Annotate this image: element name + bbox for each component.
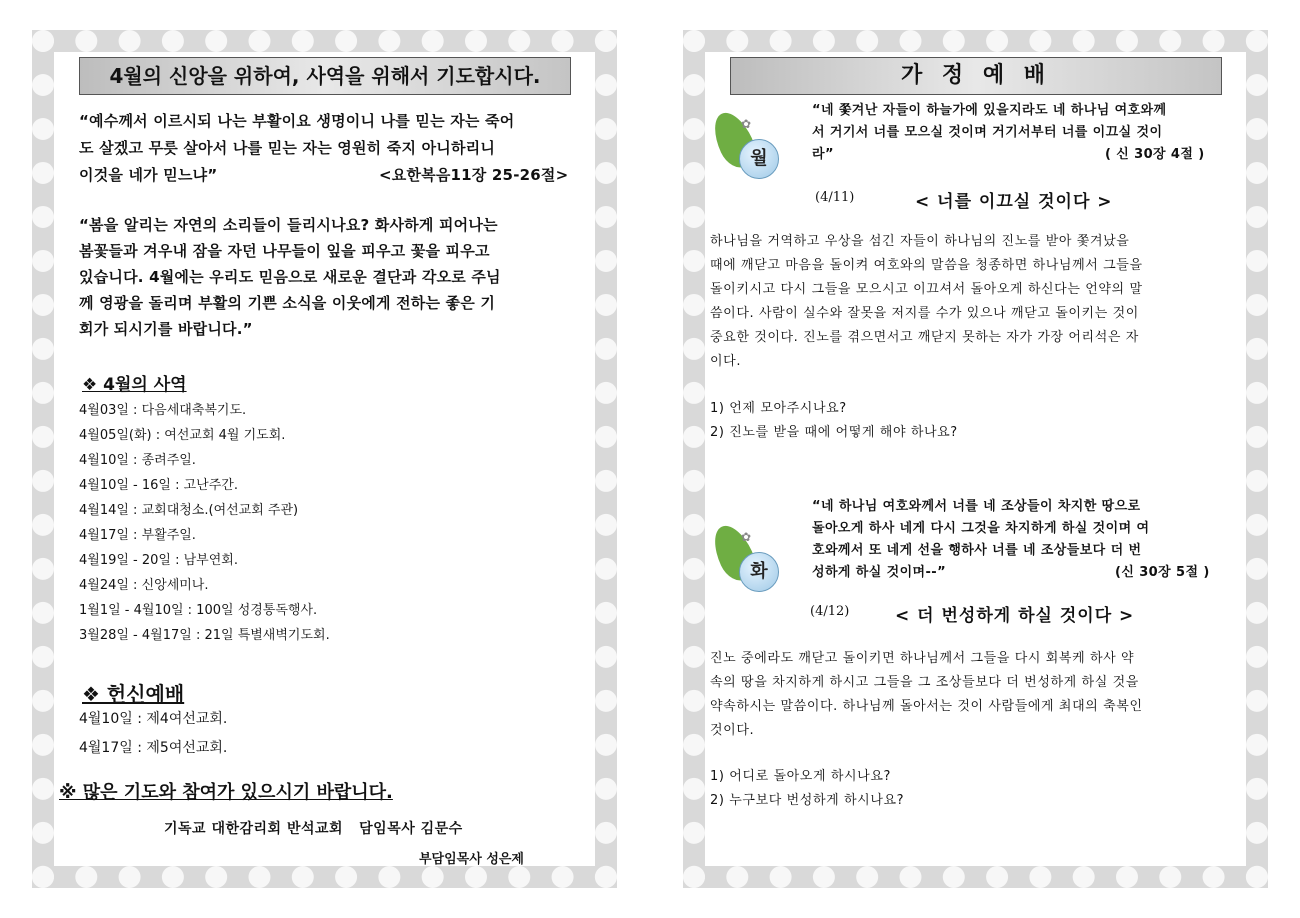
dedication-item: 4월17일 : 제5여선교회.	[79, 740, 228, 756]
scripture-ref: <요한복음11장 25-26절>	[379, 166, 569, 184]
day2-body: 진노 중에라도 깨닫고 돌이키면 하나님께서 그들을 다시 회복케 하사 약	[710, 651, 1135, 666]
scripture-line-1: “예수께서 이르시되 나는 부활이요 생명이니 나를 믿는 자는 죽어	[79, 112, 515, 130]
verse2-line-2: 돌아오게 하사 네게 다시 그것을 차지하게 하실 것이며 여	[812, 521, 1150, 536]
verse2-line-3: 호와께서 또 네게 선을 행하사 너를 네 조상들보다 더 번	[812, 543, 1142, 558]
verse2-line-1: “네 하나님 여호와께서 너를 네 조상들이 차지한 땅으로	[812, 499, 1141, 514]
flower-icon: ✿	[741, 117, 752, 131]
ministry-item: 4월03일 : 다음세대축복기도.	[79, 403, 247, 418]
left-title: 4월의 신앙을 위하여, 사역을 위해서 기도합시다.	[109, 64, 541, 88]
day2-body: 속의 땅을 차지하게 하시고 그들을 그 조상들보다 더 번성하게 하실 것을	[710, 675, 1139, 690]
day-badge: 화	[739, 552, 779, 592]
monday-emblem	[715, 107, 787, 179]
day2-body: 약속하시는 말씀이다. 하나님께 돌아서는 것이 사람들에게 최대의 축복인	[710, 699, 1143, 714]
day1-body: 씀이다. 사람이 실수와 잘못을 저지를 수가 있으나 깨닫고 돌이키는 것이	[710, 306, 1139, 321]
message-line-3: 있습니다. 4월에는 우리도 믿음으로 새로운 결단과 각오로 주님	[79, 268, 501, 286]
message-line-5: 회가 되시기를 바랍니다.”	[79, 320, 253, 338]
verse2-ref: (신 30장 5절 )	[1115, 565, 1210, 580]
day1-body: 때에 깨닫고 마음을 돌이켜 여호와의 말씀을 청종하면 하나님께서 그들을	[710, 258, 1143, 273]
day1-date: (4/11)	[815, 190, 855, 205]
left-title-bar	[79, 57, 571, 95]
ministry-item: 4월24일 : 신앙세미나.	[79, 578, 209, 593]
right-page	[683, 30, 1268, 888]
scripture-line-2: 도 살겠고 무릇 살아서 나를 믿는 자는 영원히 죽지 아니하리니	[79, 139, 496, 157]
church-line: 기독교 대한감리회 반석교회 담임목사 김문수	[164, 821, 463, 837]
day1-question: 2) 진노를 받을 때에 어떻게 해야 하나요?	[710, 425, 958, 440]
ministry-item: 4월10일 : 종려주일.	[79, 453, 196, 468]
ministry-heading: ❖ 4월의 사역	[82, 375, 187, 395]
message-line-1: “봄을 알리는 자연의 소리들이 들리시나요? 화사하게 피어나는	[79, 216, 498, 234]
ministry-item: 3월28일 - 4월17일 : 21일 특별새벽기도회.	[79, 628, 330, 643]
ministry-item: 4월05일(화) : 여선교회 4월 기도회.	[79, 428, 286, 443]
closing-note: ※ 많은 기도와 참여가 있으시기 바랍니다.	[59, 782, 393, 803]
day2-subtitle: < 더 번성하게 하실 것이다 >	[895, 606, 1135, 626]
day1-body: 하나님을 거역하고 우상을 섬긴 자들이 하나님의 진노를 받아 쫓겨났을	[710, 234, 1130, 249]
day2-date: (4/12)	[810, 604, 850, 619]
ministry-item: 4월19일 - 20일 : 남부연회.	[79, 553, 238, 568]
day1-body: 이다.	[710, 354, 742, 369]
tuesday-emblem	[715, 520, 787, 592]
flower-icon: ✿	[741, 530, 752, 544]
day1-question: 1) 언제 모아주시나요?	[710, 401, 847, 416]
ministry-item: 4월10일 - 16일 : 고난주간.	[79, 478, 238, 493]
right-title: 가 정 예 배	[901, 63, 1051, 88]
verse1-line-1: “네 쫓겨난 자들이 하늘가에 있을지라도 네 하나님 여호와께	[812, 103, 1167, 118]
day2-question: 1) 어디로 돌아오게 하시나요?	[710, 769, 891, 784]
verse1-ref: ( 신 30장 4절 )	[1105, 147, 1205, 162]
verse1-line-2: 서 거기서 너를 모으실 것이며 거기서부터 너를 이끄실 것이	[812, 125, 1163, 140]
day1-subtitle: < 너를 이끄실 것이다 >	[915, 192, 1113, 212]
message-line-2: 봄꽃들과 겨우내 잠을 자던 나무들이 잎을 피우고 꽃을 피우고	[79, 242, 490, 260]
message-line-4: 께 영광을 돌리며 부활의 기쁜 소식을 이웃에게 전하는 좋은 기	[79, 294, 496, 312]
right-title-bar	[730, 57, 1222, 95]
assoc-pastor-line: 부담임목사 성은제	[419, 852, 524, 867]
dedication-item: 4월10일 : 제4여선교회.	[79, 711, 228, 727]
verse1-line-3: 라”	[812, 147, 834, 162]
day2-question: 2) 누구보다 번성하게 하시나요?	[710, 793, 905, 808]
ministry-item: 4월14일 : 교회대청소.(여선교회 주관)	[79, 503, 299, 518]
day1-body: 중요한 것이다. 진노를 겪으면서고 깨닫지 못하는 자가 가장 어리석은 자	[710, 330, 1139, 345]
day1-body: 돌이키시고 다시 그들을 모으시고 이끄셔서 돌아오게 하신다는 언약의 말	[710, 282, 1143, 297]
ministry-item: 1월1일 - 4월10일 : 100일 성경통독행사.	[79, 603, 318, 618]
left-page	[32, 30, 617, 888]
verse2-line-4: 성하게 하실 것이며--”	[812, 565, 947, 580]
day2-body: 것이다.	[710, 723, 755, 738]
day-badge: 월	[739, 139, 779, 179]
scripture-line-3: 이것을 네가 믿느냐”	[79, 166, 218, 184]
dedication-heading: ❖ 헌신예배	[82, 682, 185, 706]
ministry-item: 4월17일 : 부활주일.	[79, 528, 196, 543]
